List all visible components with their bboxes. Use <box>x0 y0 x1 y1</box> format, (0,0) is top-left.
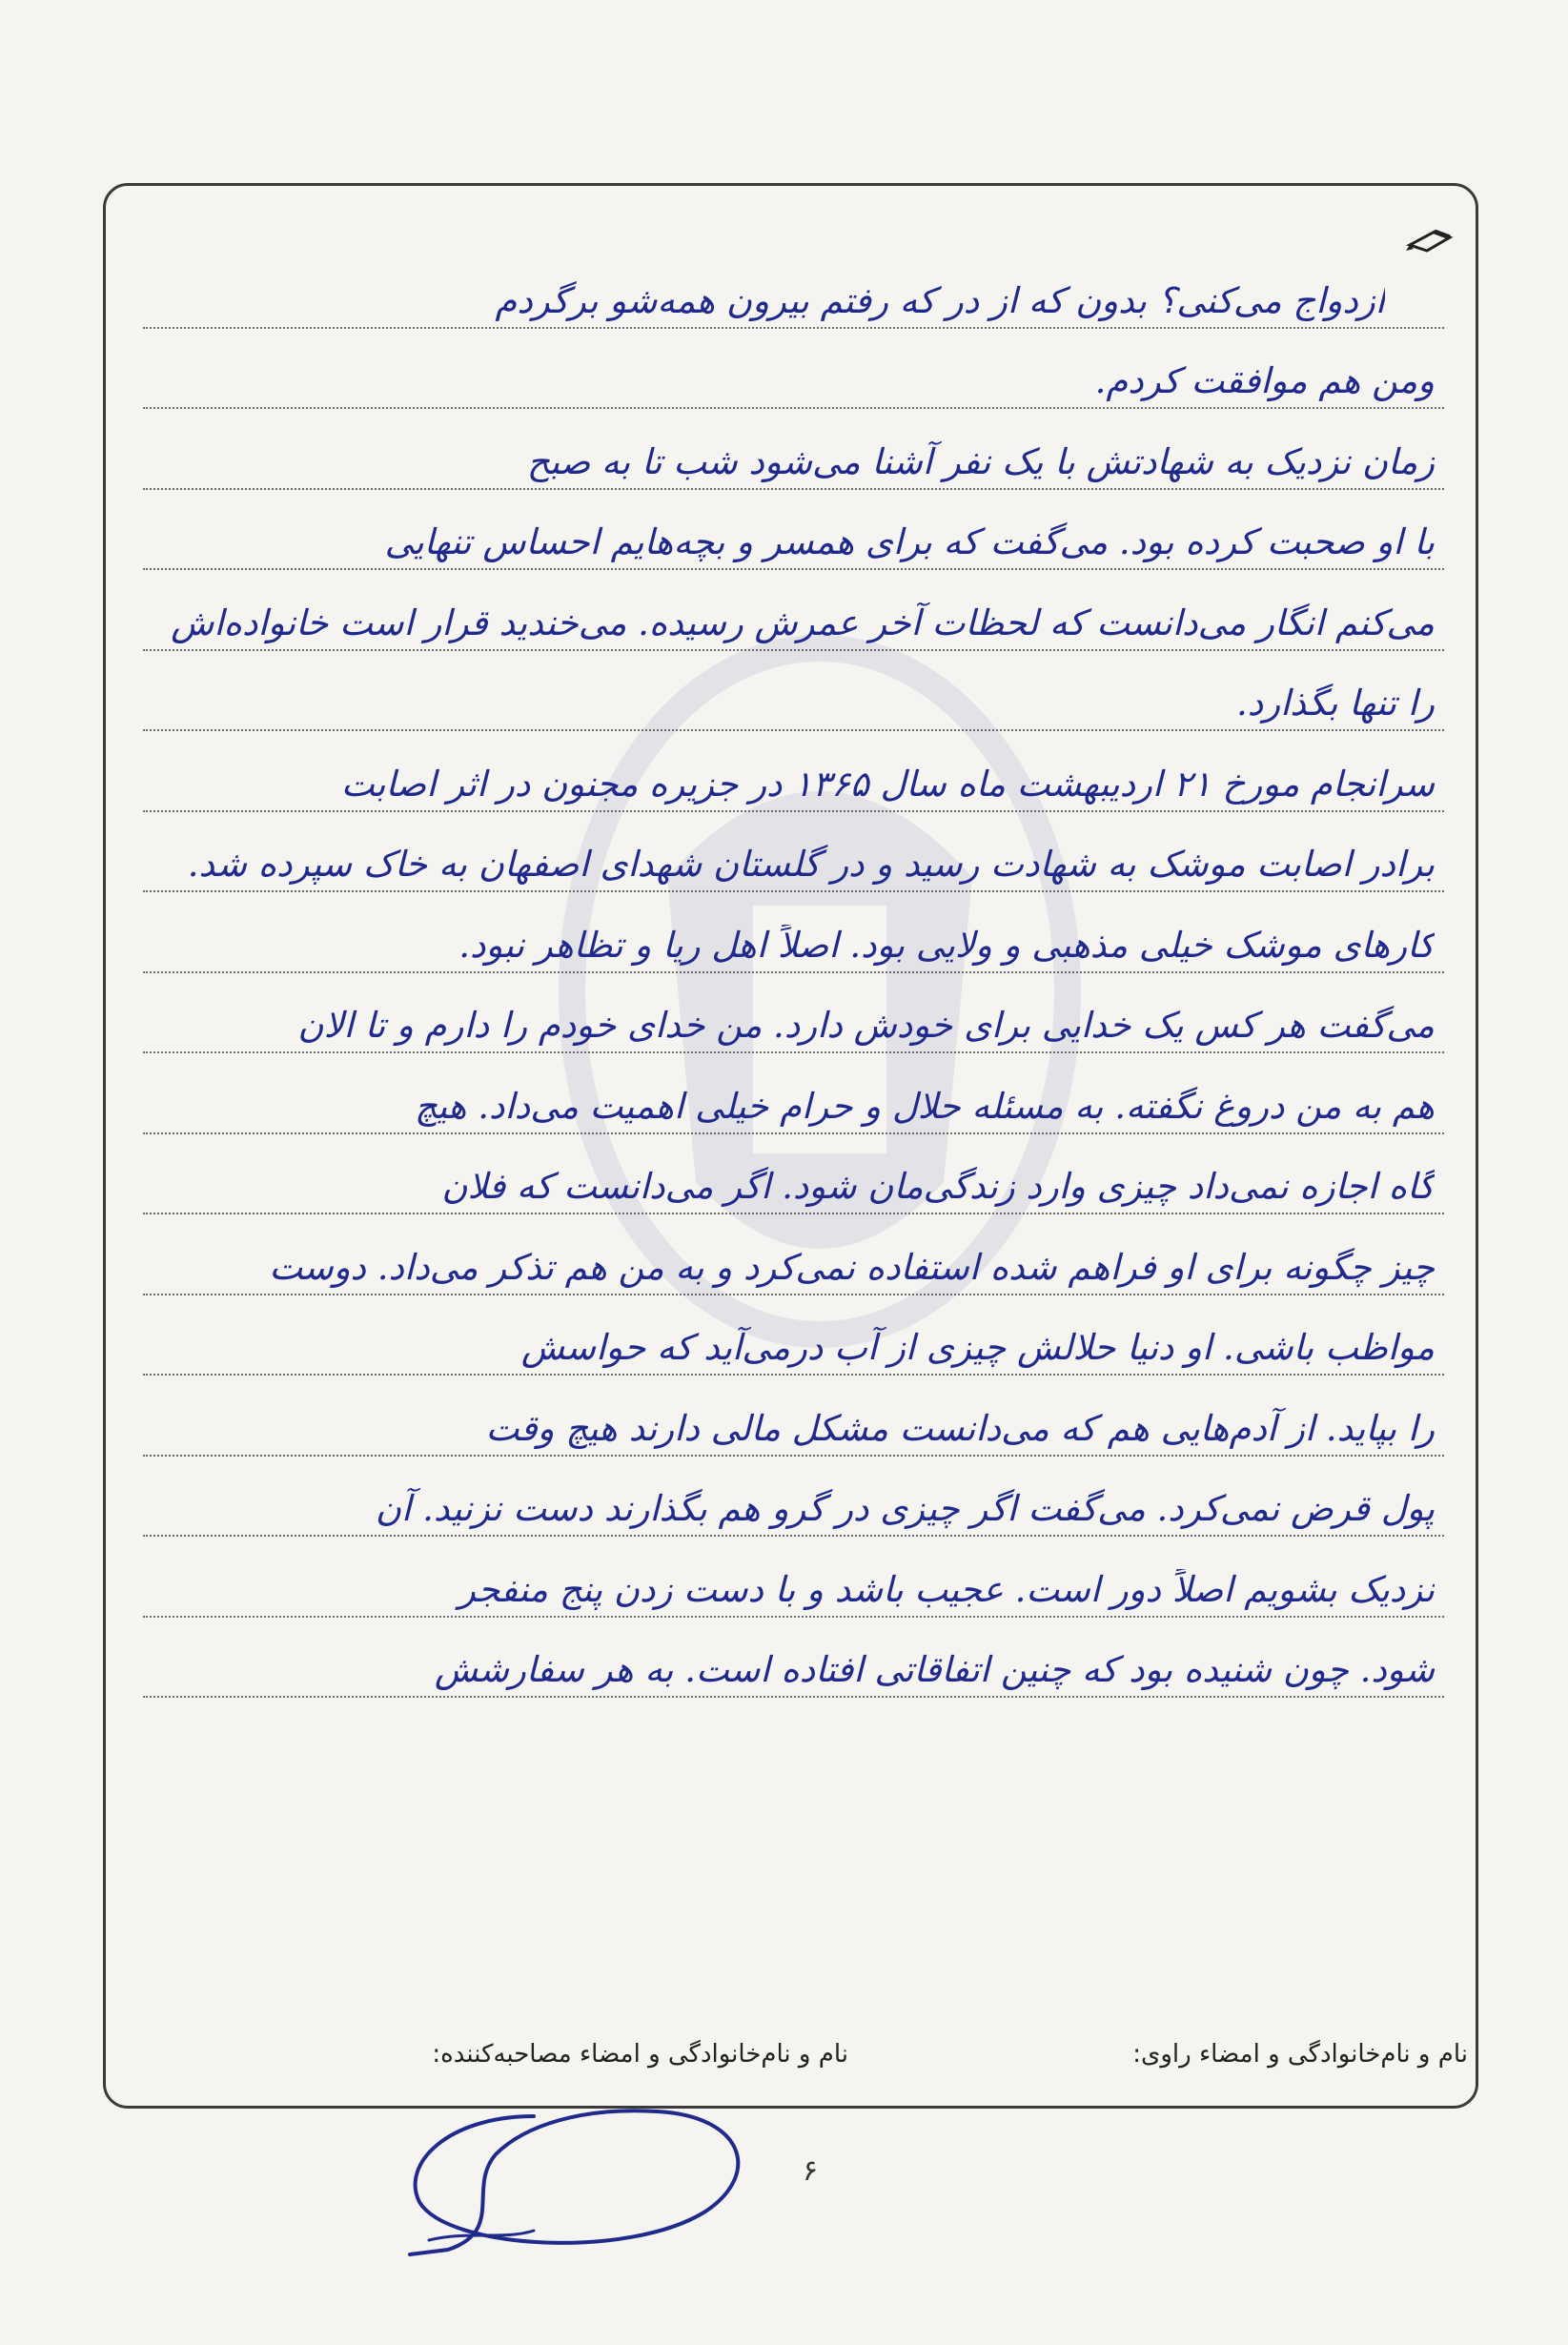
line-text: مواظب باشی. او دنیا حلالش چیزی از آب درمی‌آید که حواسش <box>520 1327 1435 1368</box>
narrator-signature-label: نام و نام‌خانوادگی و امضاء راوی: <box>1132 2040 1468 2069</box>
interviewer-signature-label: نام و نام‌خانوادگی و امضاء مصاحبه‌کننده: <box>432 2040 848 2069</box>
line-text: با او صحبت کرده بود. می‌گفت که برای همسر و بچه‌هایم احساس تنهایی <box>384 521 1435 562</box>
line-text: هم به من دروغ نگفته. به مسئله حلال و حرام خیلی اهمیت می‌داد. هیچ <box>414 1085 1435 1127</box>
line-text: گاه اجازه نمی‌داد چیزی وارد زندگی‌مان شود. اگر می‌دانست که فلان <box>441 1166 1435 1207</box>
line-text: سرانجام مورخ ۲۱ اردیبهشت ماه سال ۱۳۶۵ در جزیره مجنون در اثر اصابت <box>340 763 1435 805</box>
text-line-11 <box>143 1053 1444 1134</box>
line-text: شود. چون شنیده بود که چنین اتفاقاتی افتاده است. به هر سفارشش <box>434 1649 1435 1690</box>
text-line-10 <box>143 973 1444 1054</box>
text-line-8 <box>143 812 1444 893</box>
line-text: می‌گفت هر کس یک خدایی برای خودش دارد. من خدای خودم را دارم و تا الان <box>297 1005 1435 1046</box>
line-text: را بپاید. از آدم‌هایی هم که می‌دانست مشکل مالی دارند هیچ وقت <box>485 1407 1435 1449</box>
text-line-9 <box>143 892 1444 973</box>
signature-icon <box>391 2097 772 2269</box>
line-text: برادر اصابت موشک به شهادت رسید و در گلستان شهدای اصفهان به خاک سپرده شد. <box>187 844 1435 885</box>
line-text: پول قرض نمی‌کرد. می‌گفت اگر چیزی در گرو هم بگذارند دست نزنید. آن <box>375 1488 1435 1529</box>
line-text: کارهای موشک خیلی مذهبی و ولایی بود. اصلاً اهل ریا و تظاهر نبود. <box>458 924 1435 966</box>
line-text: می‌کنم انگار می‌دانست که لحظات آخر عمرش رسیده. می‌خندید قرار است خانواده‌اش <box>171 602 1435 643</box>
text-line-6 <box>143 651 1444 732</box>
text-line-14 <box>143 1295 1444 1376</box>
text-line-3 <box>143 409 1444 490</box>
text-line-18 <box>143 1618 1444 1699</box>
line-text: نزدیک بشویم اصلاً دور است. عجیب باشد و با دست زدن پنج منفجر <box>458 1568 1435 1610</box>
line-text: چیز چگونه برای او فراهم شده استفاده نمی‌کرد و به من هم تذکر می‌داد. دوست <box>269 1246 1435 1288</box>
text-line-7 <box>143 731 1444 812</box>
text-line-13 <box>143 1214 1444 1295</box>
text-line-17 <box>143 1537 1444 1618</box>
page-number: ۶ <box>802 2154 819 2188</box>
text-line-5 <box>143 570 1444 651</box>
text-line-12 <box>143 1134 1444 1215</box>
signature-footer <box>143 2040 1468 2078</box>
text-line-15 <box>143 1376 1444 1457</box>
line-text: را تنها بگذارد. <box>1236 683 1435 724</box>
text-line-1 <box>143 248 1444 329</box>
line-text: ازدواج می‌کنی؟ بدون که از در که رفتم بیرون همه‌شو برگردم <box>495 279 1385 321</box>
text-line-2 <box>143 329 1444 410</box>
line-text: ومن هم موافقت کردم. <box>1094 360 1435 401</box>
handwritten-text-area <box>143 248 1444 1698</box>
text-line-4 <box>143 490 1444 571</box>
line-text: زمان نزدیک به شهادتش با یک نفر آشنا می‌شود شب تا به صبح <box>526 440 1435 482</box>
text-line-16 <box>143 1457 1444 1538</box>
